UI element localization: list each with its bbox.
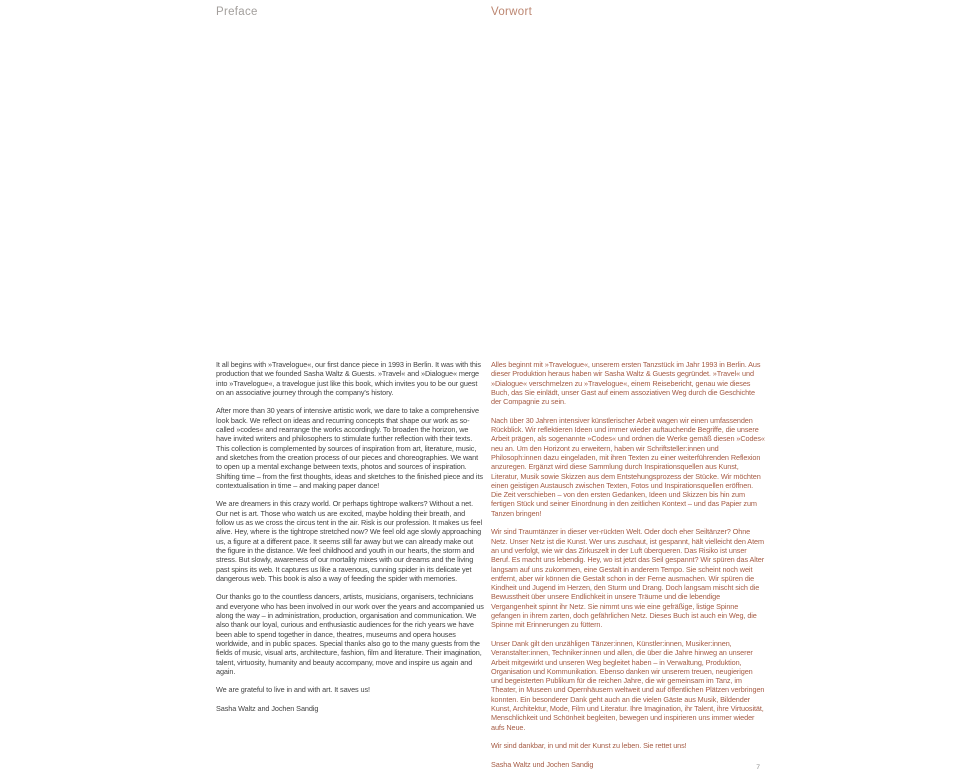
vorwort-paragraph: Wir sind Traumtänzer in dieser ver-rückten Welt. Oder doch eher Seiltänzer? Ohne Netz. Unser Netz ist die Kunst. Wer uns zuschaut, ist gespannt, hält vielleicht den Atem an und verfolgt, wie wir das Zirkuszelt in der Luft überqueren. Das Risiko ist unser Beruf. Es macht uns lebendig. Hey, wo ist jetzt das Seil gespannt? Wir spüren das Alter langsam auf uns zukommen, eine Gestalt in anderem Tempo. Sie scheint noch weit entfernt, aber wir können die Gestalt schon in der Ferne ausmachen. Wir spüren die Kindheit und Jugend im Herzen, den Sturm und Drang. Doch langsam mischt sich die Bewusstheit über unsere Endlichkeit in unsere Träume und die lebendige Vergangenheit spinnt ihr Netz. Sie nimmt uns wie eine gefräßige, listige Spinne gefangen in ihrem zarten, doch gefährlichen Netz. Dieses Buch ist auch ein Weg, die Spinne mit Erinnerungen zu füttern. [491,527,765,630]
preface-paragraph: We are grateful to live in and with art. It saves us! [216,685,370,695]
vorwort-paragraph: Nach über 30 Jahren intensiver künstlerischer Arbeit wagen wir einen umfassenden Rückblick. Wir reflektieren Ideen und immer wieder auftauchende Begriffe, die unsere Arbeit prägen, als sogenannte »Codes« und ordnen die Werke gemäß diesen »Codes« neu an. Um den Horizont zu erweitern, haben wir Schriftsteller:innen und Philosoph:innen dazu eingeladen, mit ihren Texten zu einer weiterführenden Reflexion anzuregen. Ergänzt wird diese Sammlung durch Inspirationsquellen aus Kunst, Literatur, Musik sowie Skizzen aus dem Entstehungsprozess der Stücke. Wir möchten einen geistigen Austausch zwischen Texten, Fotos und Inspirationsquellen eröffnen. Die Zeit verschieben – von den ersten Gedanken, Ideen und Skizzen bis hin zum fertigen Stück und seiner Einordnung in den zeitlichen Kontext – und das Papier zum Tanzen bringen! [491,415,765,518]
preface-title: Preface [216,6,258,18]
preface-column [216,360,484,713]
vorwort-paragraph: Wir sind dankbar, in und mit der Kunst zu leben. Sie rettet uns! [491,741,687,751]
preface-signature: Sasha Waltz and Jochen Sandig [216,703,319,713]
vorwort-signature: Sasha Waltz und Jochen Sandig [491,759,594,769]
vorwort-paragraph: Unser Dank gilt den unzähligen Tänzer:innen, Künstler:innen, Musiker:innen, Veranstalter:innen, Techniker:innen und allen, die über die Jahre hinweg an unserer Arbeit mitgewirkt und unseren Weg begleitet haben – in Verwaltung, Produktion, Organisation und Kommunikation. Ebenso danken wir unserem treuen, neugierigen und begeisterten Publikum für die reichen Jahre, die wir gemeinsam im Tanz, im Theater, in Museen und Opernhäusern weltweit und auf öffentlichen Plätzen verbringen konnten. Ein besonderer Dank geht auch an die vielen Gäste aus Musik, Bildender Kunst, Architektur, Mode, Film und Literatur. Ihre Imagination, ihr Talent, ihre Virtuosität, Menschlichkeit und Schönheit begleiten, bewegen und inspirieren uns immer wieder aufs Neue. [491,638,765,732]
vorwort-title: Vorwort [491,6,533,18]
preface-paragraph: After more than 30 years of intensive artistic work, we dare to take a comprehensive look back. We reflect on ideas and recurring concepts that shape our work as so-called »codes« and rearrange the works accordingly. To broaden the horizon, we have invited writers and philosophers to stimulate further reflection with their texts. This collection is complemented by sources of inspiration from art, literature, music, and sketches from the creation process of our pieces and choreographies. We want to open up a mental exchange between texts, photos and sources of inspiration. Shifting time – from the first thoughts, ideas and sketches to the finished piece and its contextualisation in time – and making paper dance! [216,406,483,490]
preface-paragraph: It all begins with »Travelogue«, our first dance piece in 1993 in Berlin. It was with this production that we founded Sasha Waltz & Guests. »Travel« and »Dialogue« merge into »Travelogue«, a travelogue just like this book, which invites you to be our guest on an associative journey through the company's history. [216,360,481,397]
vorwort-paragraph: Alles beginnt mit »Travelogue«, unserem ersten Tanzstück im Jahr 1993 in Berlin. Aus dieser Produktion heraus haben wir Sasha Waltz & Guests gegründet. »Travel« und »Dialogue« verschmelzen zu »Travelogue«, einem Reisebericht, genau wie dieses Buch, das Sie einlädt, unser Gast auf einem assoziativen Weg durch die Geschichte der Compagnie zu sein. [491,360,761,407]
page-number: 7 [756,764,760,771]
vorwort-column [491,360,765,769]
preface-paragraph: Our thanks go to the countless dancers, artists, musicians, organisers, technicians and everyone who has been involved in our work over the years and accompanied us along the way – in administration, production, organisation and communication. We also thank our loyal, curious and enthusiastic audiences for the rich years we have been able to spend together in dance, theatres, museums and opera houses worldwide, and in public spaces. Special thanks also go to the many guests from the fields of music, visual arts, architecture, fashion, film and literature. Their imagination, talent, virtuosity, humanity and beauty accompany, move and inspire us again and again. [216,592,484,676]
preface-paragraph: We are dreamers in this crazy world. Or perhaps tightrope walkers? Without a net. Our net is art. Those who watch us are excited, maybe holding their breath, and follow us as we cross the circus tent in the air. Risk is our profession. It makes us feel alive. Hey, where is the tightrope stretched now? We feel old age slowly approaching us, a figure at a different pace. It seems still far away but we can already make out the figure in the distance. We feel childhood and youth in our hearts, the storm and stress. But slowly, awareness of our mortality mixes with our dreams and the living past spins its web. It captures us like a ravenous, cunning spider in its delicate yet dangerous web. This book is also a way of feeding the spider with memories. [216,499,482,583]
